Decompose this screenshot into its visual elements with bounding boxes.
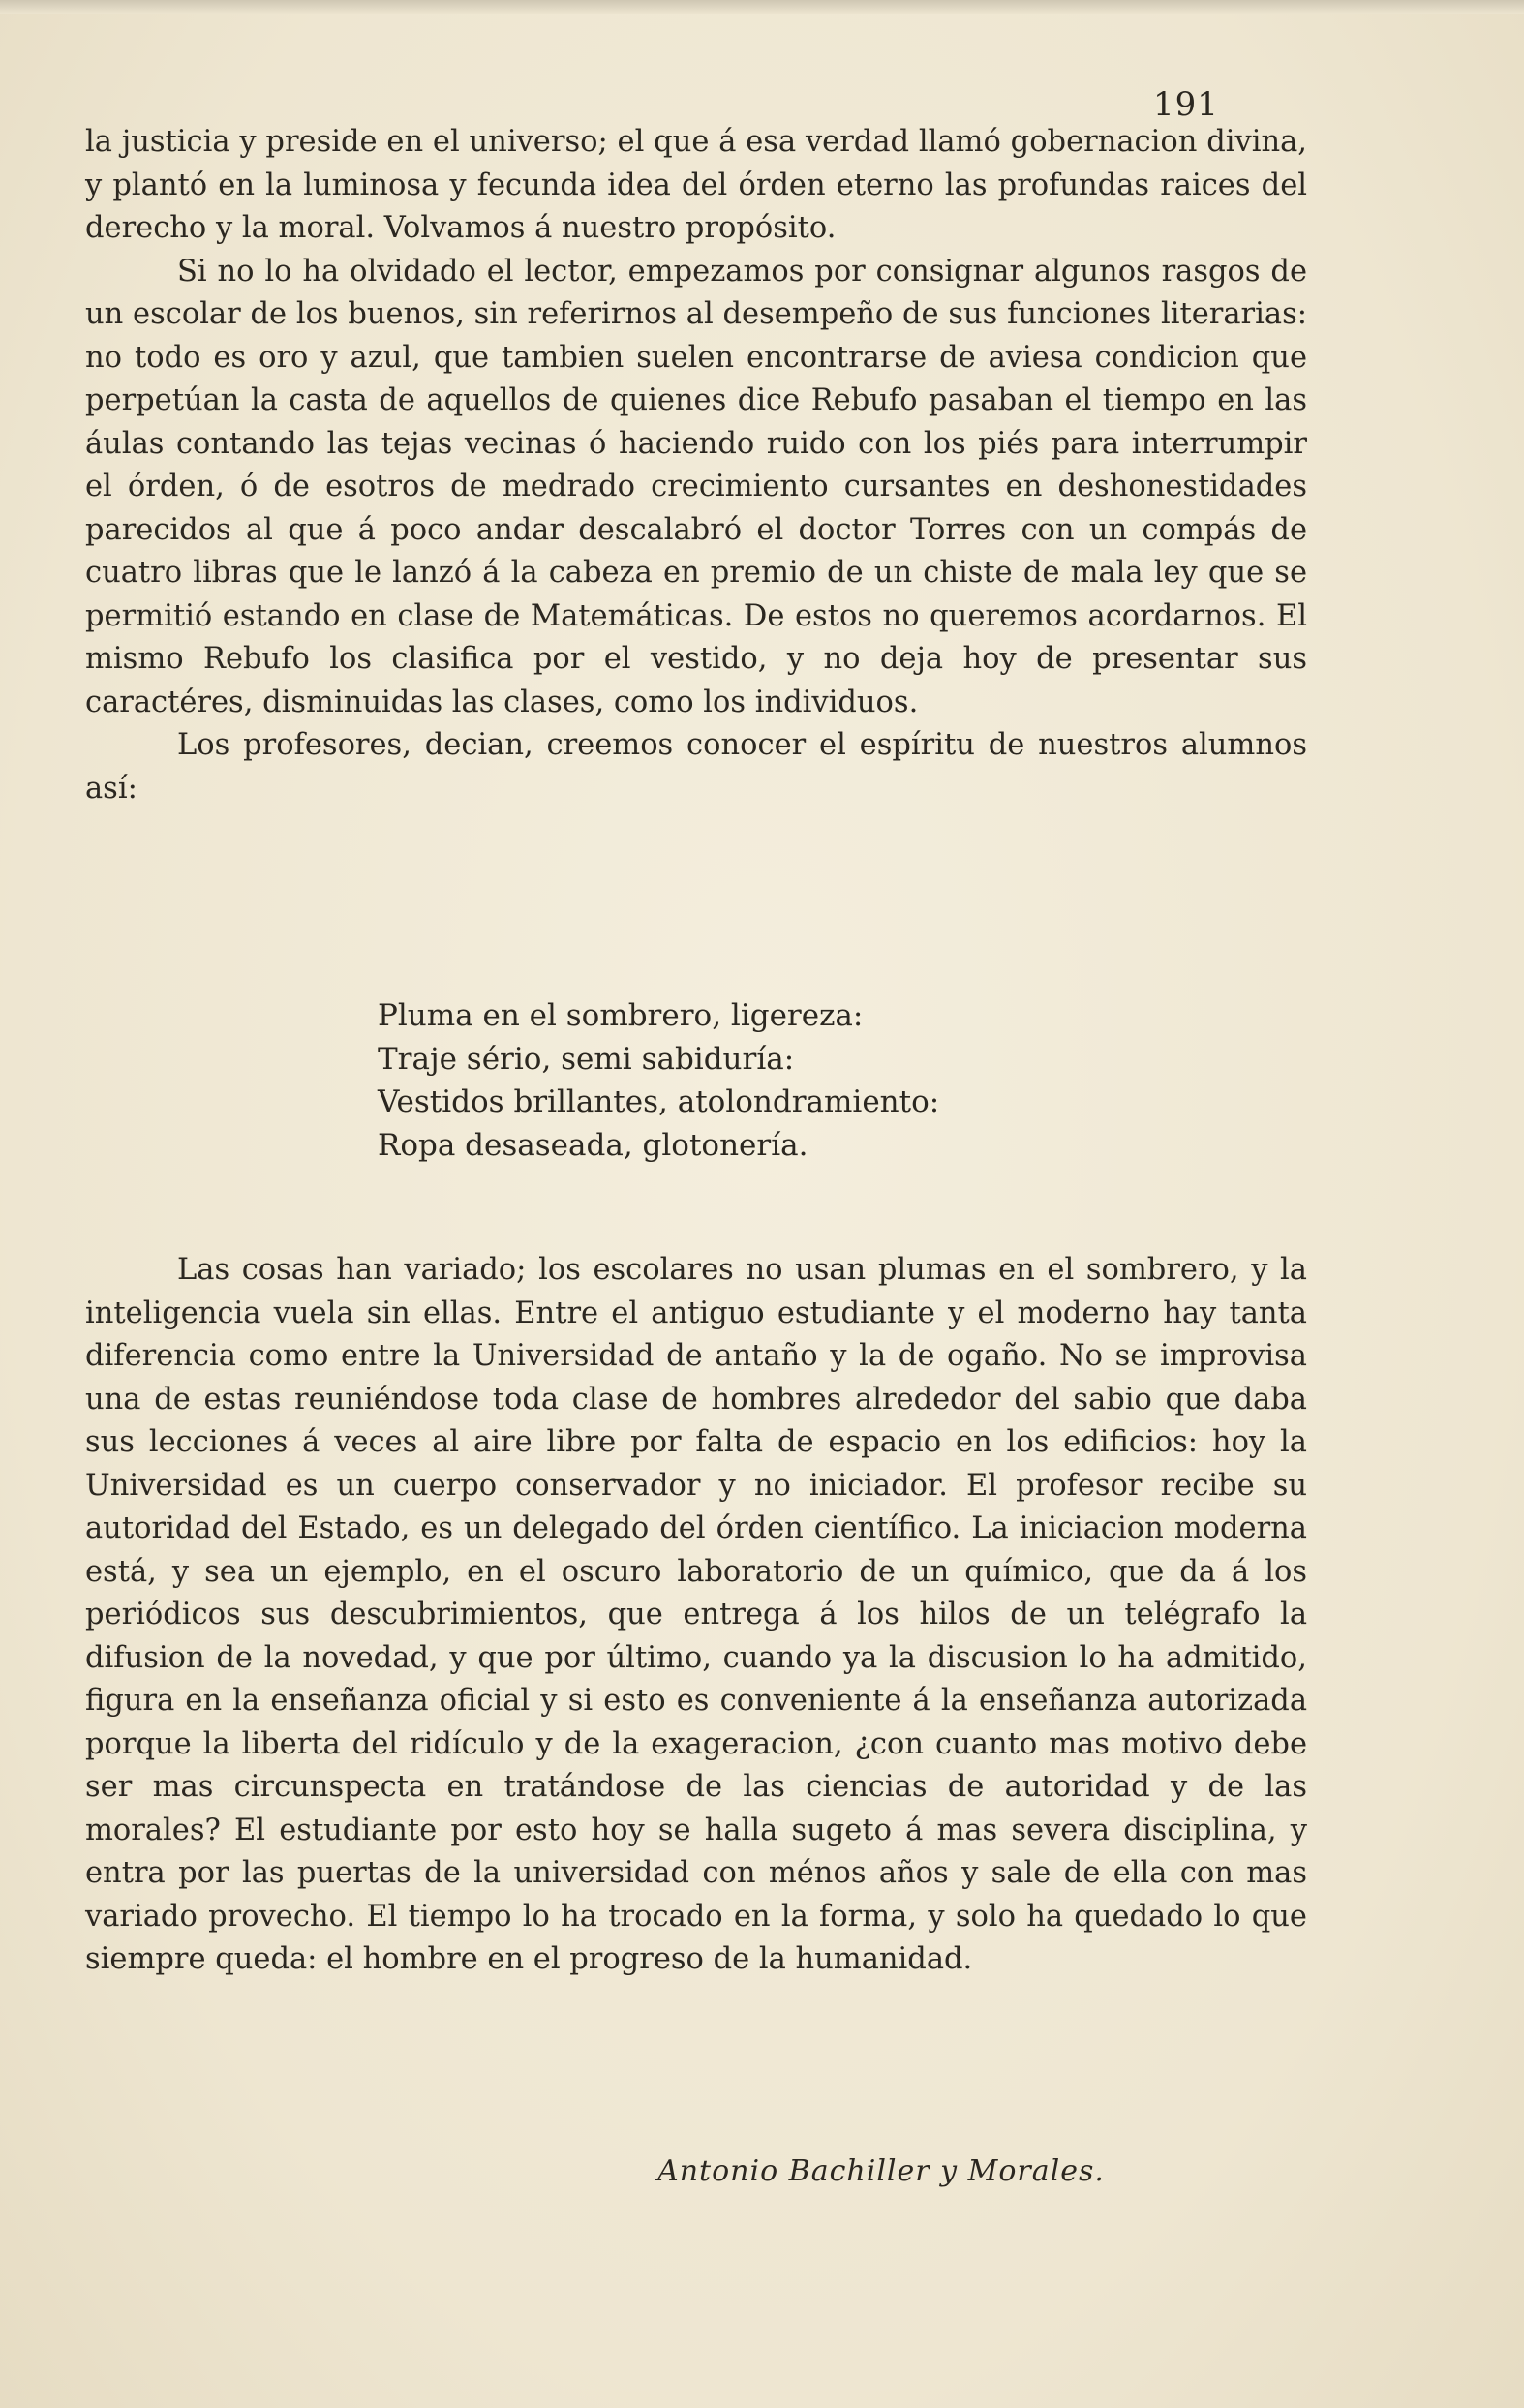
paragraph-4: Las cosas han variado; los escolares no usan plumas en el sombrero, y la inteligencia vuela sin ellas. Entre el antiguo estudiante y el moderno hay tanta diferencia como entre la Universidad de antaño y la de ogaño. No se improvisa una de estas reuniéndose toda clase de hombres alrededor del sabio que daba sus lecciones á veces al aire libre por falta de espacio en los edificios: hoy la Universidad es un cuerpo conservador y no iniciador. El profesor recibe su autoridad del Estado, es un delegado del órden científico. La iniciacion moderna está, y sea un ejemplo, en el oscuro laboratorio de un químico, que da á los periódicos sus descubrimientos, que entrega á los hilos de un telégrafo la difusion de la novedad, y que por último, cuando ya la discusion lo ha admitido, figura en la enseñanza oficial y si esto es conveniente á la enseñanza autorizada porque la liberta del ridículo y de la exageracion, ¿con cuanto mas motivo debe ser mas circunspecta en tratándose de las ciencias de autoridad y de las morales? El estudiante por esto hoy se halla sugeto á mas severa disciplina, y entra por las puertas de la universidad con ménos años y sale de ella con mas variado provecho. El tiempo lo ha trocado en la forma, y solo ha quedado lo que siempre queda: el hombre en el progreso de la humanidad.	[85, 1253, 1307, 1976]
verse-line: Vestidos brillantes, atolondramiento:	[378, 1084, 940, 1119]
body-text-lower	[85, 1249, 1307, 1982]
paragraph-2: Si no lo ha olvidado el lector, empezamos por consignar algunos rasgos de un escolar de los buenos, sin referirnos al desempeño de sus funciones literarias: no todo es oro y azul, que tambien suelen encontrarse de aviesa condicion que perpetúan la casta de aquellos de quienes dice Rebufo pasaban el tiempo en las áulas contando las tejas vecinas ó haciendo ruido con los piés para interrumpir el órden, ó de esotros de medrado crecimiento cursantes en deshonestidades parecidos al que á poco andar descalabró el doctor Torres con un compás de cuatro libras que le lanzó á la cabeza en premio de un chiste de mala ley que se permitió estando en clase de Matemáticas. De estos no queremos acordarnos. El mismo Rebufo los clasifica por el vestido, y no deja hoy de presentar sus caractéres, disminuidas las clases, como los individuos.	[85, 254, 1307, 719]
verse-line: Traje sério, semi sabiduría:	[378, 1041, 795, 1077]
author-signature: Antonio Bachiller y Morales.	[657, 2154, 1105, 2188]
page-number: 191	[1153, 85, 1219, 124]
body-text-upper	[85, 121, 1307, 810]
verse-block	[378, 994, 1152, 1167]
page-top-edge	[0, 0, 1524, 14]
verse-line: Ropa desaseada, glotonería.	[378, 1127, 808, 1163]
verse-line: Pluma en el sombrero, ligereza:	[378, 998, 864, 1033]
paragraph-3: Los profesores, decian, creemos conocer el espíritu de nuestros alumnos así:	[85, 728, 1307, 806]
paragraph-1: la justicia y preside en el universo; el que á esa verdad llamó gobernacion divina, y plantó en la luminosa y fecunda idea del órden eterno las profundas raices del derecho y la moral. Volvamos á nuestro propósito.	[85, 125, 1307, 245]
